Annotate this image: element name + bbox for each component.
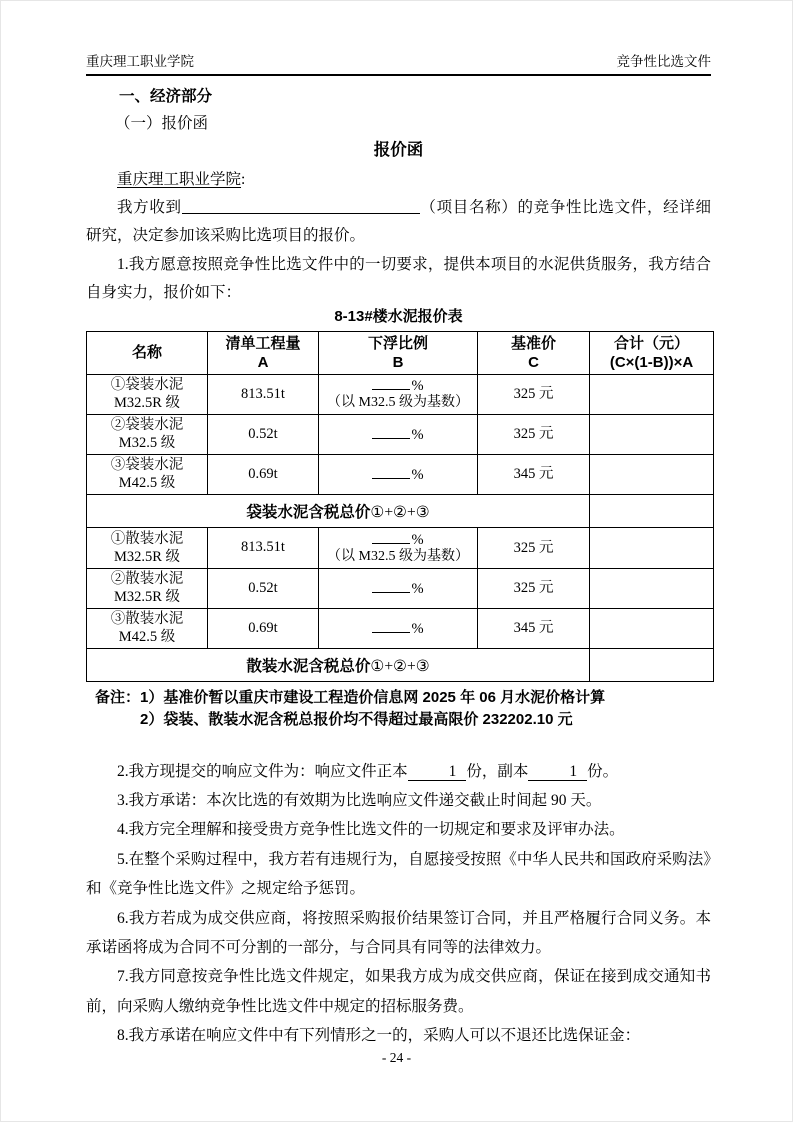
cell-discount: % （以 M32.5 级为基数）: [319, 374, 478, 414]
cell-base-price: 325 元: [478, 568, 590, 608]
table-row-bagged-3: [87, 454, 714, 494]
cell-quantity: 0.69t: [208, 454, 319, 494]
cell-name: ②袋装水泥 M32.5 级: [87, 414, 208, 454]
cell-total-empty: [590, 414, 714, 454]
table-notes: [86, 687, 711, 731]
table-row-bagged-2: [87, 414, 714, 454]
quotation-table-title: 8-13#楼水泥报价表: [334, 307, 463, 325]
paragraph-7: 7.我方同意按竞争性比选文件规定，如果我方成为成交供应商，保证在接到成交通知书前，向采购人缴纳竞争性比选文件中规定的招标服务费。: [86, 968, 711, 1015]
project-name-blank: [182, 199, 420, 214]
paragraph-receive: [86, 194, 711, 251]
cell-total-empty: [590, 454, 714, 494]
cell-discount: %: [319, 414, 478, 454]
subtotal-label: 散装水泥含税总价①+②+③: [87, 648, 590, 681]
col-header-quantity: 清单工程量 A: [208, 331, 319, 374]
paragraph-5: 5.在整个采购过程中，我方若有违规行为，自愿接受按照《中华人民共和国政府采购法》和《竞争性比选文件》之规定给予惩罚。: [86, 850, 711, 898]
salutation-name: 重庆理工职业学院: [117, 171, 242, 188]
cell-quantity: 0.52t: [208, 414, 319, 454]
table-row-bulk-2: [87, 568, 714, 608]
cell-quantity: 0.69t: [208, 608, 319, 648]
page-number: - 24 -: [381, 1050, 412, 1065]
paragraph-6: 6.我方若成为成交供应商，将按照采购报价结果签订合同，并且严格履行合同义务。本承诺函将成为合同不可分割的一部分，与合同具有同等的法律效力。: [86, 909, 711, 957]
receive-prefix: 我方收到: [117, 199, 182, 216]
cell-total-empty: [590, 568, 714, 608]
cell-discount: %: [319, 568, 478, 608]
cell-discount: % （以 M32.5 级为基数）: [319, 527, 478, 568]
cell-name: ①散装水泥 M32.5R 级: [87, 527, 208, 568]
col-header-total: 合计（元） (C×(1-B))×A: [590, 331, 714, 374]
cell-base-price: 345 元: [478, 608, 590, 648]
discount-blank: [372, 580, 410, 593]
quotation-table: [86, 331, 714, 682]
cell-base-price: 325 元: [478, 374, 590, 414]
subtotal-row-bagged: [87, 494, 714, 527]
cell-name: ③袋装水泥 M42.5 级: [87, 454, 208, 494]
cell-base-price: 325 元: [478, 527, 590, 568]
paragraph-8: 8.我方承诺在响应文件中有下列情形之一的，采购人可以不退还比选保证金：: [117, 1027, 641, 1045]
cell-name: ①袋装水泥 M32.5R 级: [87, 374, 208, 414]
note-line-2: 2）袋装、散装水泥含税总报价均不得超过最高限价 232202.10 元: [140, 710, 573, 728]
discount-blank: [372, 466, 410, 479]
discount-blank: [372, 531, 410, 544]
cell-discount: %: [319, 454, 478, 494]
discount-blank: [372, 377, 410, 390]
col-header-discount: 下浮比例 B: [319, 331, 478, 374]
note-line-1: 备注：1）基准价暂以重庆市建设工程造价信息网 2025 年 06 月水泥价格计算: [95, 688, 606, 706]
discount-blank: [372, 426, 410, 439]
table-row-bagged-1: [87, 374, 714, 414]
cell-quantity: 0.52t: [208, 568, 319, 608]
subtotal-label: 袋装水泥含税总价①+②+③: [87, 494, 590, 527]
subtotal-value-empty: [590, 494, 714, 527]
cell-total-empty: [590, 527, 714, 568]
subsection-heading: （一）报价函: [115, 115, 209, 132]
subtotal-row-bulk: [87, 648, 714, 681]
paragraph-2: 2.我方现提交的响应文件为：响应文件正本 1 份，副本 1 份。: [117, 762, 619, 780]
cell-name: ③散装水泥 M42.5 级: [87, 608, 208, 648]
originals-count: 1: [408, 763, 467, 781]
col-header-name: 名称: [87, 331, 208, 374]
cell-discount: %: [319, 608, 478, 648]
salutation: [86, 169, 711, 191]
table-header-row: [87, 331, 714, 374]
subtotal-value-empty: [590, 648, 714, 681]
cell-base-price: 345 元: [478, 454, 590, 494]
cell-total-empty: [590, 374, 714, 414]
table-row-bulk-3: [87, 608, 714, 648]
section-heading: 一、经济部分: [119, 88, 213, 105]
page-header: [86, 1, 711, 76]
cell-total-empty: [590, 608, 714, 648]
paragraph-1: 1.我方愿意按照竞争性比选文件中的一切要求，提供本项目的水泥供货服务，我方结合自身实力，报价如下：: [86, 255, 711, 302]
commitment-paragraphs: [86, 757, 711, 1051]
copies-count: 1: [528, 763, 587, 781]
paragraph-4: 4.我方完全理解和接受贵方竞争性比选文件的一切规定和要求及评审办法。: [117, 821, 625, 839]
salutation-colon: :: [241, 171, 246, 188]
discount-blank: [372, 620, 410, 633]
header-right-title: 竞争性比选文件: [616, 54, 711, 69]
letter-title: 报价函: [373, 141, 424, 159]
cell-base-price: 325 元: [478, 414, 590, 454]
header-left-title: 重庆理工职业学院: [86, 54, 194, 69]
cell-name: ②散装水泥 M32.5R 级: [87, 568, 208, 608]
col-header-base-price: 基准价 C: [478, 331, 590, 374]
note-label: 备注：: [95, 688, 141, 706]
paragraph-3: 3.我方承诺：本次比选的有效期为比选响应文件递交截止时间起 90 天。: [117, 792, 602, 810]
cell-quantity: 813.51t: [208, 374, 319, 414]
table-row-bulk-1: [87, 527, 714, 568]
receive-suffix: （项目名称）的竞争性比选文件，经详细研究，决定参加该采购比选项目的报价。: [86, 199, 711, 245]
cell-quantity: 813.51t: [208, 527, 319, 568]
